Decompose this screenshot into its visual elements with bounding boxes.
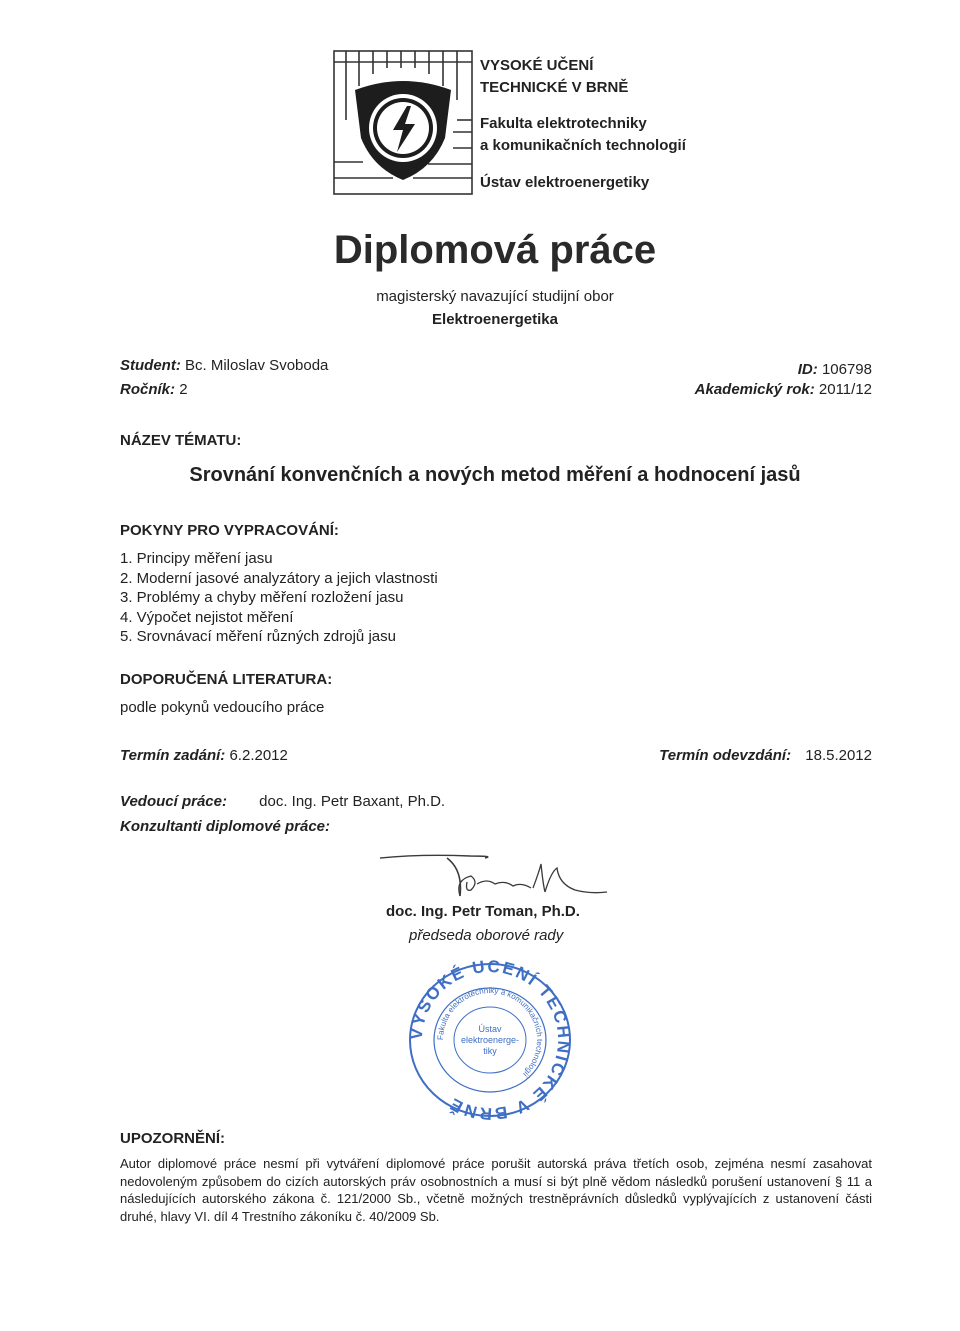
topic-heading: NÁZEV TÉMATU: xyxy=(120,432,242,449)
academic-year-row xyxy=(695,381,872,398)
faculty-name-line1: Fakulta elektrotechniky xyxy=(480,115,647,132)
list-item: 4. Výpočet nejistot měření xyxy=(120,608,294,626)
year-label: Ročník: xyxy=(120,381,176,398)
stamp-icon xyxy=(405,960,575,1120)
literature-text: podle pokynů vedoucího práce xyxy=(120,699,325,716)
instructions-heading: POKYNY PRO VYPRACOVÁNÍ: xyxy=(120,522,339,539)
id-value: 106798 xyxy=(821,361,872,378)
due-date-row xyxy=(659,747,872,764)
id-row xyxy=(798,361,872,378)
study-program: magisterský navazující studijní obor xyxy=(376,288,614,305)
academic-year-value: 2011/12 xyxy=(818,381,872,398)
signature xyxy=(375,850,615,902)
assigned-date-value: 6.2.2012 xyxy=(229,747,288,764)
literature-heading: DOPORUČENÁ LITERATURA: xyxy=(120,671,333,688)
due-date-value: 18.5.2012 xyxy=(805,747,872,764)
student-label: Student: xyxy=(120,357,181,374)
student-row xyxy=(120,357,328,374)
warning-heading: UPOZORNĚNÍ: xyxy=(120,1130,225,1147)
supervisor-row xyxy=(120,793,445,810)
stamp-inner-text: Fakulta elektrotechniky a komunikačních technologií xyxy=(435,985,545,1079)
supervisor-name: doc. Ing. Petr Baxant, Ph.D. xyxy=(259,793,446,810)
id-label: ID: xyxy=(797,361,818,378)
department-stamp xyxy=(405,960,575,1120)
assigned-date-label: Termín zadání: xyxy=(120,747,226,764)
topic-title: Srovnání konvenčních a nových metod měření a hodnocení jasů xyxy=(189,464,801,486)
stamp-outer-text: VYSOKÉ UČENÍ TECHNICKÉ V BRNĚ xyxy=(406,960,574,1120)
university-name-line2: TECHNICKÉ V BRNĚ xyxy=(480,79,629,96)
university-logo xyxy=(333,50,473,195)
list-item: 3. Problémy a chyby měření rozložení jasu xyxy=(120,589,404,606)
instructions-list xyxy=(120,549,438,647)
list-item: 1. Principy měření jasu xyxy=(120,550,273,567)
year-row xyxy=(120,381,188,398)
due-date-label: Termín odevzdání: xyxy=(659,747,792,764)
signatory-role: předseda oborové rady xyxy=(409,927,564,944)
study-field: Elektroenergetika xyxy=(432,311,558,328)
document-title: Diplomová práce xyxy=(333,228,657,272)
warning-text: Autor diplomové práce nesmí při vytváření diplomové práce porušit autorská práva třetích osob, zejména nesmí zasahovat nedovoleným způsobem do cizích autorských práv osobnostních a musí si být plně vědom následků porušení ustanovení § 11 a následujících autorského zákona č. 121/2000 Sb., včetně možných trestněprávních důsledků vyplývajících z ustanovení části druhé, hlavy VI. díl 4 Trestního zákoníku č. 40/2009 Sb. xyxy=(120,1156,872,1224)
assigned-date-row xyxy=(120,747,288,764)
list-item: 5. Srovnávací měření různých zdrojů jasu xyxy=(120,628,396,645)
stamp-center-line3: tiky xyxy=(483,1046,497,1056)
list-item: 2. Moderní jasové analyzátory a jejich vlastnosti xyxy=(120,569,438,587)
university-name-line1: VYSOKÉ UČENÍ xyxy=(480,57,594,74)
faculty-name-line2: a komunikačních technologií xyxy=(480,137,686,154)
year-value: 2 xyxy=(179,381,188,398)
stamp-center-line1: Ústav xyxy=(478,1024,502,1034)
signatory-name: doc. Ing. Petr Toman, Ph.D. xyxy=(386,903,580,920)
academic-year-label: Akademický rok: xyxy=(694,381,815,398)
student-name: Bc. Miloslav Svoboda xyxy=(185,357,329,374)
stamp-center-line2: elektroenerge- xyxy=(460,1035,520,1045)
vut-lightning-shield-icon xyxy=(333,50,473,195)
supervisor-label: Vedoucí práce: xyxy=(120,793,227,810)
consultants-label: Konzultanti diplomové práce: xyxy=(120,818,331,835)
department-name: Ústav elektroenergetiky xyxy=(480,174,650,191)
